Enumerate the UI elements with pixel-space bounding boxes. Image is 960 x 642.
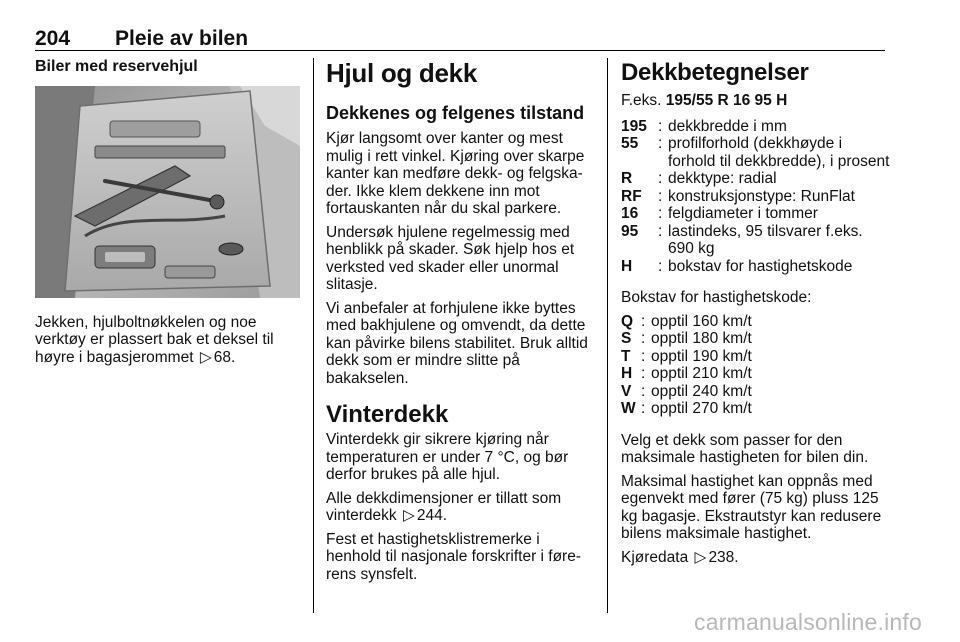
designation-list <box>621 118 891 276</box>
list-item: S : opptil 180 km/t <box>621 330 752 347</box>
reference-arrow-icon: ▷ <box>694 548 707 566</box>
example-code: 195/55 R 16 95 H <box>665 92 788 109</box>
list-item: R : dekktype: radial <box>621 170 777 187</box>
speed-code-list <box>621 313 891 418</box>
list-item: 55 : profilforhold (dekkhøyde i forhold til dekkbredde), i prosent <box>621 135 890 170</box>
paragraph-winter: Vinterdekk gir sikrere kjøring når temperaturen er under 7 °C, og bør derfor brukes på alle hjul. <box>326 431 569 483</box>
column-divider <box>607 58 608 613</box>
spare-wheel-heading: Biler med reservehjul <box>35 58 198 75</box>
list-item: 16 : felgdiameter i tommer <box>621 205 818 222</box>
tyre-condition-subtitle: Dekkenes og felgenes tilstand <box>326 103 585 123</box>
dimensions-page-ref[interactable]: 244. <box>416 507 448 524</box>
list-item: T : opptil 190 km/t <box>621 347 752 365</box>
paragraph-choose-tyre: Velg et dekk som passer for den maksimale hastigheten for bilen din. <box>621 431 869 466</box>
column-wheels-tyres <box>326 58 596 583</box>
list-item: 95 : lastindeks, 95 tilsvarer f.eks. 690 kg <box>621 222 863 257</box>
paragraph-dimensions <box>326 490 596 525</box>
list-item: V : opptil 240 km/t <box>621 382 752 400</box>
tyre-designations-title: Dekkbetegnelser <box>621 59 809 86</box>
reference-arrow-icon: ▷ <box>199 348 212 366</box>
page-header <box>35 27 885 51</box>
paragraph-max-speed: Maksimal hastighet kan oppnås med egenvekt med fører (75 kg) pluss 125 kg bagasje. Ekstrautstyr kan redusere bilens maksimale hastighet. <box>621 472 882 542</box>
paragraph-driving-data <box>621 549 891 567</box>
example-prefix: F.eks. <box>621 92 662 109</box>
reference-arrow-icon: ▷ <box>402 507 415 524</box>
list-item: H : opptil 210 km/t <box>621 365 752 382</box>
paragraph-rotation: Vi anbefaler at forhjulene ikke byttes med bakhjulene og omvendt, da dette kan påvirke bilens stabilitet. Bruk alltid dekk som er mindre slitte på bakakselen. <box>326 299 588 387</box>
caption-text: Jekken, hjulboltnøkkelen og noe verktøy er plassert bak et deksel til høyre i bagasjerommet <box>35 313 274 366</box>
example-line <box>621 92 891 110</box>
paragraph-inspect: Undersøk hjulene regelmessig med henblikk på skader. Søk hjelp hos et verksted ved skader eller unormal slitasje. <box>326 223 575 293</box>
wheels-tyres-title: Hjul og dekk <box>326 58 477 88</box>
column-spare-wheel <box>35 58 300 366</box>
paragraph-sticker: Fest et hastighetsklistremerke i henhold til nasjonale forskrifter i føre-rens synsfelt. <box>326 530 582 583</box>
speed-code-intro: Bokstav for hastighetskode: <box>621 289 812 306</box>
list-item: W : opptil 270 km/t <box>621 400 752 417</box>
page-number: 204 <box>35 27 71 50</box>
dimensions-text: Alle dekkdimensjoner er tillatt som vinterdekk <box>326 489 562 524</box>
list-item: 195 : dekkbredde i mm <box>621 117 787 135</box>
winter-tyres-title: Vinterdekk <box>326 401 449 428</box>
paragraph-curbs: Kjør langsomt over kanter og mest mulig i rett vinkel. Kjøring over skarpe kanter kan medføre dekk- og felgska-der. Ikke klem dekkene inn mot fortauskanten når du skal parkere. <box>326 130 585 217</box>
list-item: H : bokstav for hastighetskode <box>621 257 853 275</box>
column-tyre-designations <box>621 58 891 566</box>
list-item: Q : opptil 160 km/t <box>621 312 752 330</box>
section-title: Pleie av bilen <box>115 27 249 50</box>
header-rule <box>35 50 885 51</box>
trunk-tools-photo <box>35 86 300 298</box>
column-divider <box>313 58 314 613</box>
driving-data-page-ref[interactable]: 238. <box>708 548 739 566</box>
driving-data-text: Kjøredata <box>621 548 689 566</box>
watermark: carmanualsonline.info <box>694 609 922 635</box>
caption-page-ref[interactable]: 68. <box>213 348 236 366</box>
list-item: RF : konstruksjonstype: RunFlat <box>621 187 855 205</box>
photo-caption <box>35 314 300 367</box>
